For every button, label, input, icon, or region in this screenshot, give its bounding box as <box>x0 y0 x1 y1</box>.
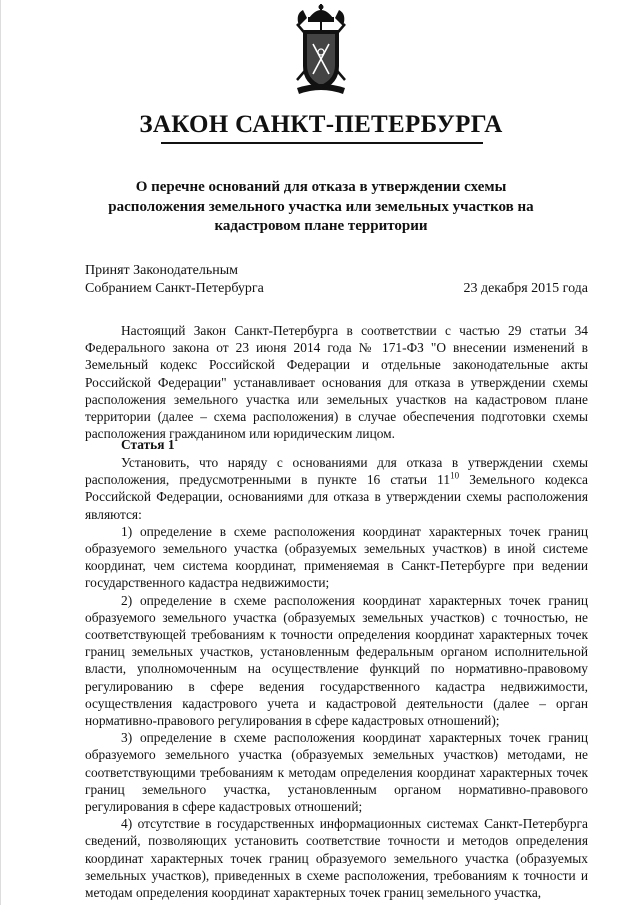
coat-of-arms-icon <box>293 4 349 96</box>
article-lead-paragraph <box>85 454 588 523</box>
article-heading: Статья 1 <box>121 437 175 452</box>
adopted-by-line-1: Принят Законодательным <box>85 263 238 278</box>
article-item-4: 4) отсутствие в государственных информационных системах Санкт-Петербурга сведений, позволяющих установить соответствие точности и методов определения координат характерных точек границ образуемого земельного участка (образуемых земельных участков), приведенных в схеме расположения, требованиям к точности и методам определения координат характерных точек границ земельного участка, <box>85 816 588 901</box>
article-item-1: 1) определение в схеме расположения координат характерных точек границ образуемого земельного участка (образуемых земельных участков) в иной системе координат, чем система координат, применяемая в Санкт-Петербурге при ведении государственного кадастра недвижимости; <box>85 523 588 591</box>
law-subject: О перечне оснований для отказа в утверждении схемы расположения земельного участка или земельных участков на кадастровом плане территории <box>108 179 534 234</box>
adopted-date: 23 декабря 2015 года <box>463 281 588 296</box>
article-lead-text-cont: Земельного кодекса Российской Федерации, основаниями для отказа в утверждении схемы расположения являются: <box>85 472 588 522</box>
article-item-2: 2) определение в схеме расположения координат характерных точек границ образуемого земельного участка (образуемых земельных участков) с точностью, не соответствующей требованиям к точности определения координат характерных точек границ земельных участков, установленным федеральным органом исполнительной власти, уполномоченным на осуществление функций по нормативно-правовому регулированию в сфере ведения государственного кадастра недвижимости, осуществления кадастрового учета и кадастровой деятельности (далее – орган нормативно-правового регулирования в сфере кадастровых отношений); <box>85 592 588 729</box>
article-item-3: 3) определение в схеме расположения координат характерных точек границ образуемого земельного участка (образуемых земельных участков) методами, не соответствующими требованиям к методам определения координат характерных точек границ земельного участка, установленным органом нормативно-правового регулирования в сфере кадастровых отношений; <box>85 730 588 815</box>
article-superscript: 10 <box>450 470 460 481</box>
article-body <box>85 454 588 901</box>
article-lead-text: Установить, что наряду с основаниями для отказа в утверждении схемы расположения, предусмотренными в пункте 16 статьи 11 <box>85 455 588 488</box>
law-title: ЗАКОН САНКТ-ПЕТЕРБУРГА <box>139 111 503 138</box>
adopted-by <box>85 262 264 298</box>
title-underline <box>161 142 483 144</box>
preamble-paragraph: Настоящий Закон Санкт-Петербурга в соответствии с частью 29 статьи 34 Федерального закона от 23 июня 2014 года № 171-ФЗ "О внесении изменений в Земельный кодекс Российской Федерации и отдельные законодательные акты Российской Федерации" устанавливает основания для отказа в утверждении схемы расположения земельного участка или земельных участков на кадастровом плане территории (далее – схема расположения) в случае обеспечения подготовки схемы расположения гражданином или юридическим лицом. <box>85 323 588 442</box>
adopted-by-line-2: Собранием Санкт-Петербурга <box>85 281 264 296</box>
